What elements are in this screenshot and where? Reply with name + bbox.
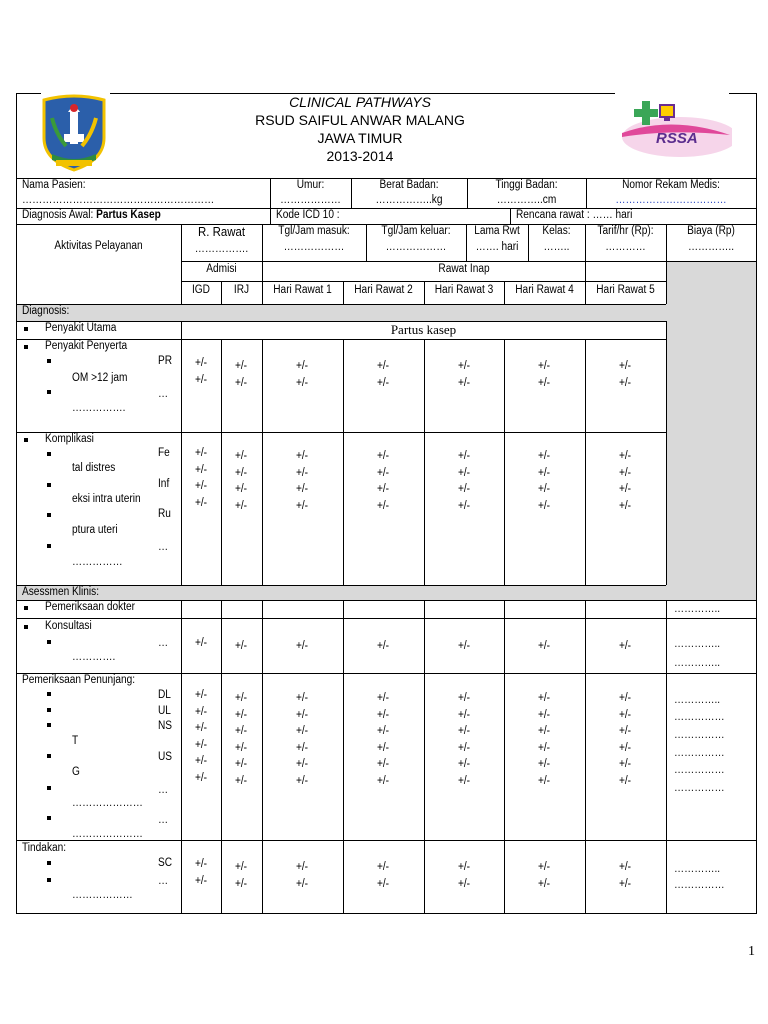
plus-minus-checkbox[interactable]: +/-: [537, 877, 551, 890]
year-range: 2013-2014: [326, 148, 394, 164]
plus-minus-checkbox[interactable]: +/-: [457, 708, 471, 721]
day-1-header: Hari Rawat 1: [273, 284, 332, 296]
plus-minus-checkbox[interactable]: +/-: [618, 758, 632, 770]
class-field[interactable]: ……..: [543, 241, 570, 253]
cost-field[interactable]: …………..: [674, 657, 721, 669]
admit-datetime-field[interactable]: ………………: [283, 241, 345, 253]
bullet: [47, 708, 51, 712]
mrn-field[interactable]: ……………………………: [615, 194, 727, 206]
complication-item-1a: Fe: [158, 447, 170, 459]
consult-item-a: …: [158, 637, 169, 649]
day-5-header: Hari Rawat 5: [596, 284, 655, 296]
support-item-6a: …: [158, 814, 169, 826]
plus-minus-checkbox[interactable]: +/-: [194, 480, 208, 492]
cost-field[interactable]: …………..: [674, 603, 721, 615]
bullet: [47, 754, 51, 758]
comorbid-label: Penyakit Penyerta: [45, 340, 128, 352]
plus-minus-checkbox[interactable]: +/-: [295, 360, 309, 372]
grey-shade-top-right: [666, 261, 756, 600]
plus-minus-checkbox[interactable]: +/-: [376, 861, 390, 873]
action-item-2b[interactable]: ………………: [72, 889, 133, 901]
admit-datetime-label: Tgl/Jam masuk:: [278, 225, 350, 237]
bullet: [47, 513, 51, 517]
plus-minus-checkbox[interactable]: +/-: [537, 708, 551, 721]
class-label: Kelas:: [542, 225, 571, 237]
plus-minus-checkbox[interactable]: +/-: [376, 774, 390, 787]
assessment-section-label: Asessmen Klinis:: [22, 586, 100, 598]
plus-minus-checkbox[interactable]: +/-: [295, 376, 309, 389]
page-number: 1: [748, 944, 755, 959]
plus-minus-checkbox[interactable]: +/-: [537, 758, 551, 770]
plus-minus-checkbox[interactable]: +/-: [537, 483, 551, 495]
bullet: [24, 606, 28, 610]
plus-minus-checkbox[interactable]: +/-: [194, 738, 208, 751]
plus-minus-checkbox[interactable]: +/-: [194, 874, 208, 887]
plus-minus-checkbox[interactable]: +/-: [537, 466, 551, 479]
plus-minus-checkbox[interactable]: +/-: [234, 466, 248, 479]
support-item-6b[interactable]: …………………: [72, 828, 143, 840]
plus-minus-checkbox[interactable]: +/-: [376, 483, 390, 495]
plus-minus-checkbox[interactable]: +/-: [234, 692, 248, 704]
initial-diagnosis-label: Diagnosis Awal:: [22, 209, 94, 221]
plus-minus-checkbox[interactable]: +/-: [376, 499, 390, 512]
initial-diagnosis: [22, 209, 161, 222]
support-item-usg-b: G: [72, 766, 80, 778]
plus-minus-checkbox[interactable]: +/-: [618, 360, 632, 372]
plus-minus-checkbox[interactable]: +/-: [234, 725, 248, 737]
plus-minus-checkbox[interactable]: +/-: [376, 741, 390, 754]
plus-minus-checkbox[interactable]: +/-: [457, 774, 471, 787]
plus-minus-checkbox[interactable]: +/-: [194, 858, 208, 870]
complication-item-1b: tal distres: [72, 462, 116, 474]
consult-item-b[interactable]: ………….: [72, 651, 116, 663]
cost-field[interactable]: ……………: [674, 729, 725, 741]
discharge-datetime-field[interactable]: ………………: [385, 241, 447, 253]
plus-minus-checkbox[interactable]: +/-: [234, 877, 248, 890]
plus-minus-checkbox[interactable]: +/-: [537, 741, 551, 754]
plus-minus-checkbox[interactable]: +/-: [457, 450, 471, 462]
plus-minus-checkbox[interactable]: +/-: [194, 689, 208, 701]
bullet: [47, 390, 51, 394]
comorbid-item-1a: PR: [158, 355, 173, 367]
length-of-stay-label: Lama Rwt: [474, 225, 520, 237]
plus-minus-checkbox[interactable]: +/-: [618, 774, 632, 787]
province-name: JAWA TIMUR: [317, 130, 403, 146]
plus-minus-checkbox[interactable]: +/-: [234, 758, 248, 770]
plus-minus-checkbox[interactable]: +/-: [376, 640, 390, 652]
bullet: [47, 861, 51, 865]
complication-item-2a: Inf: [158, 478, 170, 490]
plus-minus-checkbox[interactable]: +/-: [457, 466, 471, 479]
planned-stay-label: Rencana rawat : …… hari: [516, 209, 633, 221]
bullet: [47, 359, 51, 363]
plus-minus-checkbox[interactable]: +/-: [194, 447, 208, 459]
admission-header: Admisi: [206, 263, 237, 275]
support-item-5b[interactable]: …………………: [72, 797, 143, 809]
plus-minus-checkbox[interactable]: +/-: [295, 877, 309, 890]
plus-minus-checkbox[interactable]: +/-: [194, 705, 208, 718]
plus-minus-checkbox[interactable]: +/-: [194, 496, 208, 509]
plus-minus-checkbox[interactable]: +/-: [376, 692, 390, 704]
comorbid-item-1b: OM >12 jam: [72, 372, 128, 384]
plus-minus-checkbox[interactable]: +/-: [618, 450, 632, 462]
plus-minus-checkbox[interactable]: +/-: [537, 725, 551, 737]
plus-minus-checkbox[interactable]: +/-: [295, 499, 309, 512]
bullet: [24, 625, 28, 629]
bullet: [47, 483, 51, 487]
bullet: [47, 544, 51, 548]
patient-name-field[interactable]: …………………………………………………: [22, 194, 215, 206]
plus-minus-checkbox[interactable]: +/-: [376, 758, 390, 770]
complication-item-2b: eksi intra uterin: [72, 493, 141, 505]
action-label: Tindakan:: [22, 842, 67, 854]
support-item-dl: DL: [158, 689, 171, 701]
east-java-emblem: [38, 94, 110, 172]
cost-field[interactable]: ……………: [674, 782, 725, 794]
plus-minus-checkbox[interactable]: +/-: [537, 640, 551, 652]
plus-minus-checkbox[interactable]: +/-: [234, 360, 248, 372]
plus-minus-checkbox[interactable]: +/-: [234, 483, 248, 495]
document-title: CLINICAL PATHWAYS: [289, 94, 431, 110]
support-exam-label: Pemeriksaan Penunjang:: [22, 674, 136, 686]
cost-field[interactable]: …………..: [687, 241, 735, 253]
patient-name-label: Nama Pasien:: [22, 179, 86, 191]
weight-label: Berat Badan:: [379, 179, 439, 191]
age-label: Umur:: [296, 179, 325, 191]
height-field[interactable]: …………..cm: [496, 194, 557, 206]
plus-minus-checkbox[interactable]: +/-: [194, 771, 208, 784]
plus-minus-checkbox[interactable]: +/-: [618, 708, 632, 721]
plus-minus-checkbox[interactable]: +/-: [376, 877, 390, 890]
plus-minus-checkbox[interactable]: +/-: [618, 725, 632, 737]
complication-label: Komplikasi: [45, 433, 94, 445]
plus-minus-checkbox[interactable]: +/-: [376, 466, 390, 479]
comorbid-item-2b[interactable]: …………….: [72, 402, 126, 414]
plus-minus-checkbox[interactable]: +/-: [295, 640, 309, 652]
support-item-nst-b: T: [72, 735, 79, 747]
plus-minus-checkbox[interactable]: +/-: [457, 725, 471, 737]
day-4-header: Hari Rawat 4: [515, 284, 574, 296]
cost-field[interactable]: …………..: [674, 638, 721, 650]
plus-minus-checkbox[interactable]: +/-: [234, 376, 248, 389]
plus-minus-checkbox[interactable]: +/-: [194, 722, 208, 734]
plus-minus-checkbox[interactable]: +/-: [618, 692, 632, 704]
plus-minus-checkbox[interactable]: +/-: [457, 499, 471, 512]
plus-minus-checkbox[interactable]: +/-: [618, 640, 632, 652]
consult-label: Konsultasi: [45, 620, 92, 632]
plus-minus-checkbox[interactable]: +/-: [618, 877, 632, 890]
plus-minus-checkbox[interactable]: +/-: [295, 725, 309, 737]
complication-item-4a: …: [158, 541, 169, 553]
bullet: [47, 723, 51, 727]
plus-minus-checkbox[interactable]: +/-: [537, 376, 551, 389]
support-item-ul: UL: [158, 705, 171, 717]
plus-minus-checkbox[interactable]: +/-: [457, 861, 471, 873]
height-label: Tinggi Badan:: [495, 179, 558, 191]
plus-minus-checkbox[interactable]: +/-: [194, 755, 208, 767]
comorbid-item-2a: …: [158, 388, 169, 400]
plus-minus-checkbox[interactable]: +/-: [376, 450, 390, 462]
plus-minus-checkbox[interactable]: +/-: [457, 640, 471, 652]
bullet: [47, 452, 51, 456]
plus-minus-checkbox[interactable]: +/-: [295, 861, 309, 873]
plus-minus-checkbox[interactable]: +/-: [457, 877, 471, 890]
cost-field[interactable]: ……………: [674, 879, 725, 891]
day-3-header: Hari Rawat 3: [434, 284, 494, 296]
bullet: [24, 327, 28, 331]
plus-minus-checkbox[interactable]: +/-: [295, 466, 309, 479]
plus-minus-checkbox[interactable]: +/-: [618, 483, 632, 495]
action-item-2a: …: [158, 875, 169, 887]
plus-minus-checkbox[interactable]: +/-: [295, 450, 309, 462]
support-item-5a: …: [158, 784, 169, 796]
cost-field[interactable]: ……………: [674, 764, 725, 776]
igd-header: IGD: [191, 284, 210, 296]
length-of-stay-field[interactable]: ……. hari: [475, 241, 519, 253]
activities-header: Aktivitas Pelayanan: [54, 240, 143, 252]
plus-minus-checkbox[interactable]: +/-: [295, 692, 309, 704]
plus-minus-checkbox[interactable]: +/-: [194, 373, 208, 386]
plus-minus-checkbox[interactable]: +/-: [234, 741, 248, 754]
cost-field[interactable]: ……………: [674, 711, 725, 723]
discharge-datetime-label: Tgl/Jam keluar:: [381, 225, 451, 237]
plus-minus-checkbox[interactable]: +/-: [376, 708, 390, 721]
plus-minus-checkbox[interactable]: +/-: [234, 499, 248, 512]
bullet: [47, 786, 51, 790]
bullet: [47, 640, 51, 644]
support-item-usg-a: US: [158, 751, 173, 763]
plus-minus-checkbox[interactable]: +/-: [295, 758, 309, 770]
plus-minus-checkbox[interactable]: +/-: [234, 774, 248, 787]
plus-minus-checkbox[interactable]: +/-: [194, 637, 208, 649]
plus-minus-checkbox[interactable]: +/-: [457, 741, 471, 754]
plus-minus-checkbox[interactable]: +/-: [376, 725, 390, 737]
hospital-name: RSUD SAIFUL ANWAR MALANG: [255, 112, 465, 128]
weight-field[interactable]: ……………..kg: [375, 194, 443, 206]
plus-minus-checkbox[interactable]: +/-: [618, 499, 632, 512]
plus-minus-checkbox[interactable]: +/-: [234, 861, 248, 873]
bullet: [47, 816, 51, 820]
complication-item-3b: ptura uteri: [72, 524, 118, 536]
plus-minus-checkbox[interactable]: +/-: [295, 741, 309, 754]
complication-item-4b[interactable]: ……………: [72, 556, 123, 568]
plus-minus-checkbox[interactable]: +/-: [618, 741, 632, 754]
irj-header: IRJ: [233, 284, 250, 296]
main-disease-value: Partus kasep: [390, 322, 457, 337]
tariff-label: Tarif/hr (Rp):: [597, 225, 654, 237]
diagnosis-section-label: Diagnosis:: [22, 305, 70, 317]
plus-minus-checkbox[interactable]: +/-: [234, 640, 248, 652]
cost-label: Biaya (Rp): [687, 225, 735, 237]
icd-code-label: Kode ICD 10 :: [276, 209, 340, 221]
plus-minus-checkbox[interactable]: +/-: [457, 360, 471, 372]
plus-minus-checkbox[interactable]: +/-: [457, 758, 471, 770]
initial-diagnosis-value: Partus Kasep: [96, 209, 161, 221]
plus-minus-checkbox[interactable]: +/-: [537, 774, 551, 787]
plus-minus-checkbox[interactable]: +/-: [537, 360, 551, 372]
room-field[interactable]: …………….: [194, 243, 249, 255]
plus-minus-checkbox[interactable]: +/-: [457, 483, 471, 495]
grey-shade-diagnosis: [16, 304, 666, 321]
support-item-nst-a: NS: [158, 720, 173, 732]
age-field[interactable]: ………………: [280, 194, 341, 206]
plus-minus-checkbox[interactable]: +/-: [234, 450, 248, 462]
bullet: [24, 438, 28, 442]
cost-field[interactable]: …………..: [674, 694, 721, 706]
action-item-sc: SC: [158, 857, 173, 869]
plus-minus-checkbox[interactable]: +/-: [618, 376, 632, 389]
plus-minus-checkbox[interactable]: +/-: [537, 692, 551, 704]
plus-minus-checkbox[interactable]: +/-: [194, 357, 208, 369]
tariff-field[interactable]: …………: [605, 241, 646, 253]
inpatient-header: Rawat Inap: [438, 263, 490, 275]
main-disease-label: Penyakit Utama: [45, 322, 117, 334]
cost-field[interactable]: …………..: [674, 863, 721, 875]
plus-minus-checkbox[interactable]: +/-: [537, 499, 551, 512]
plus-minus-checkbox[interactable]: +/-: [537, 861, 551, 873]
doctor-exam-label: Pemeriksaan dokter: [45, 601, 136, 613]
day-2-header: Hari Rawat 2: [354, 284, 413, 296]
plus-minus-checkbox[interactable]: +/-: [537, 450, 551, 462]
plus-minus-checkbox[interactable]: +/-: [295, 774, 309, 787]
plus-minus-checkbox[interactable]: +/-: [295, 483, 309, 495]
cost-field[interactable]: ……………: [674, 747, 725, 759]
plus-minus-checkbox[interactable]: +/-: [618, 861, 632, 873]
plus-minus-checkbox[interactable]: +/-: [457, 692, 471, 704]
rssa-logo-text: RSSA: [656, 130, 698, 147]
plus-minus-checkbox[interactable]: +/-: [295, 708, 309, 721]
plus-minus-checkbox[interactable]: +/-: [194, 463, 208, 476]
plus-minus-checkbox[interactable]: +/-: [457, 376, 471, 389]
mrn-label: Nomor Rekam Medis:: [622, 179, 720, 191]
bullet: [47, 878, 51, 882]
plus-minus-checkbox[interactable]: +/-: [234, 708, 248, 721]
room-label: R. Rawat: [197, 224, 246, 239]
grey-shade-assessment: [16, 585, 666, 600]
bullet: [24, 345, 28, 349]
plus-minus-checkbox[interactable]: +/-: [618, 466, 632, 479]
complication-item-3a: Ru: [158, 508, 171, 520]
plus-minus-checkbox[interactable]: +/-: [376, 376, 390, 389]
plus-minus-checkbox[interactable]: +/-: [376, 360, 390, 372]
bullet: [47, 692, 51, 696]
